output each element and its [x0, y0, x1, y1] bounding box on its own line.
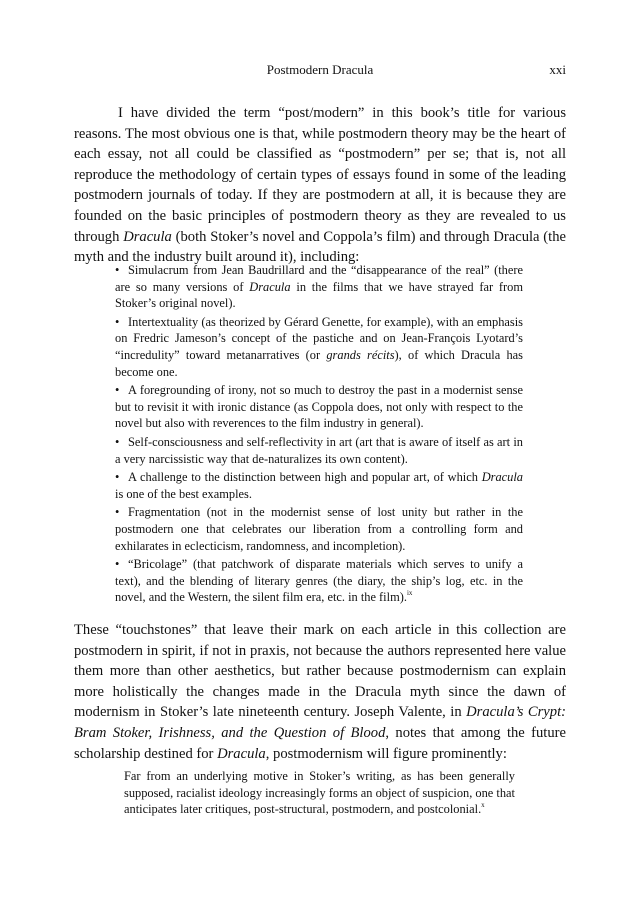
list-item: [115, 434, 523, 467]
bullet-icon: •: [115, 263, 120, 277]
running-header: [74, 62, 566, 80]
bullet-icon: •: [115, 557, 120, 572]
text-span: Intertextuality (as theorized by Gérard Genette, for example), with an emphasis on Fredric Jameson’s concept of the pastiche and on Jean-François Lyotard’s “incredulity” toward metanarratives (or: [115, 314, 523, 362]
list-item: [115, 556, 523, 606]
text-span: I have divided the term “post/modern” in this book’s title for various reasons. The most obvious one is that, while postmodern theory may be the heart of each essay, not all could be classified as “postmodern” per se; that is, not all reproduce the methodology of certain types of essays found in some of the leading postmodern journals of today. If they are postmodern at all, it is because they are founded on the basic principles of postmodern theory as they are revealed to us through: [74, 105, 566, 245]
italic-title: Dracula: [249, 279, 291, 294]
bullet-icon: •: [115, 314, 120, 329]
paragraph-touchstones: [74, 620, 566, 764]
paragraph-intro: [74, 103, 566, 268]
text-span: A foregrounding of irony, not so much to destroy the past in a modernist sense but to revisit it with ironic distance (as Coppola does, not only with respect to the novel but also with reverences to the film industry in general).: [115, 383, 523, 431]
list-item: [115, 382, 523, 432]
italic-title: Dracula: [217, 745, 266, 762]
text-span: A challenge to the distinction between high and popular art, of which: [128, 470, 482, 485]
bullet-icon: •: [115, 383, 120, 398]
text-span: Simulacrum from Jean Baudrillard and the “disappearance of the real” (there are so many versions of: [115, 263, 523, 294]
list-item: [115, 314, 523, 380]
text-span: ), of which Dracula has become one.: [115, 347, 523, 379]
text-span: Self-consciousness and self-reflectivity in art (art that is aware of itself as art in a very narcissistic way that de-naturalizes its own content).: [115, 434, 523, 466]
bullet-icon: •: [115, 434, 120, 449]
list-item: [115, 504, 523, 554]
text-span: (both Stoker’s novel and Coppola’s film) and through Dracula (the myth and the industry built around it), including:: [74, 228, 566, 266]
text-span: in the films that we have strayed far from Stoker’s original novel).: [115, 279, 523, 311]
italic-title: Dracula’s Crypt: Bram Stoker, Irishness, and the Question of Blood: [74, 704, 566, 741]
list-item: [115, 262, 523, 312]
text-span: Far from an underlying motive in Stoker’s writing, as has been generally supposed, racialist ideology increasingly forms an object of suspicion, one that anticipates later critiques, post-structural, postmodern, and postcolonial.: [124, 769, 515, 817]
text-span: , notes that among the future scholarship destined for: [74, 724, 566, 762]
block-quote: [124, 768, 515, 818]
text-span: “Bricolage” (that patchwork of disparate materials which serves to unify a text), and the blending of literary genres (the diary, the ship’s log, etc. in the novel, and the Western, the silent film era, etc. in the film).: [115, 557, 523, 605]
italic-term: grands récits: [326, 347, 395, 362]
text-span: These “touchstones” that leave their mark on each article in this collection are postmodern in spirit, if not in praxis, not because the authors represented here value them more than other aesthetics, but rather because postmodernism can explain more holistically the changes made in the Dracula myth since the dawn of modernism in Stoker’s late nineteenth century. Joseph Valente, in: [74, 622, 566, 721]
bullet-list: [115, 262, 523, 608]
italic-title: Dracula: [123, 228, 172, 245]
page-number: xxi: [549, 62, 566, 77]
footnote-marker: ix: [406, 589, 413, 598]
text-span: Fragmentation (not in the modernist sense of lost unity but rather in the postmodern one that celebrates our liberation from a controlling form and exhilarates in eclecticism, randomness, and incompletion).: [115, 505, 523, 553]
running-title: Postmodern Dracula: [266, 62, 374, 77]
text-span: , postmodernism will figure prominently:: [265, 745, 507, 762]
italic-title: Dracula: [481, 470, 523, 485]
bullet-icon: •: [115, 470, 120, 485]
text-span: is one of the best examples.: [115, 486, 252, 501]
list-item: [115, 469, 523, 502]
footnote-marker: x: [481, 801, 485, 810]
bullet-icon: •: [115, 505, 120, 520]
